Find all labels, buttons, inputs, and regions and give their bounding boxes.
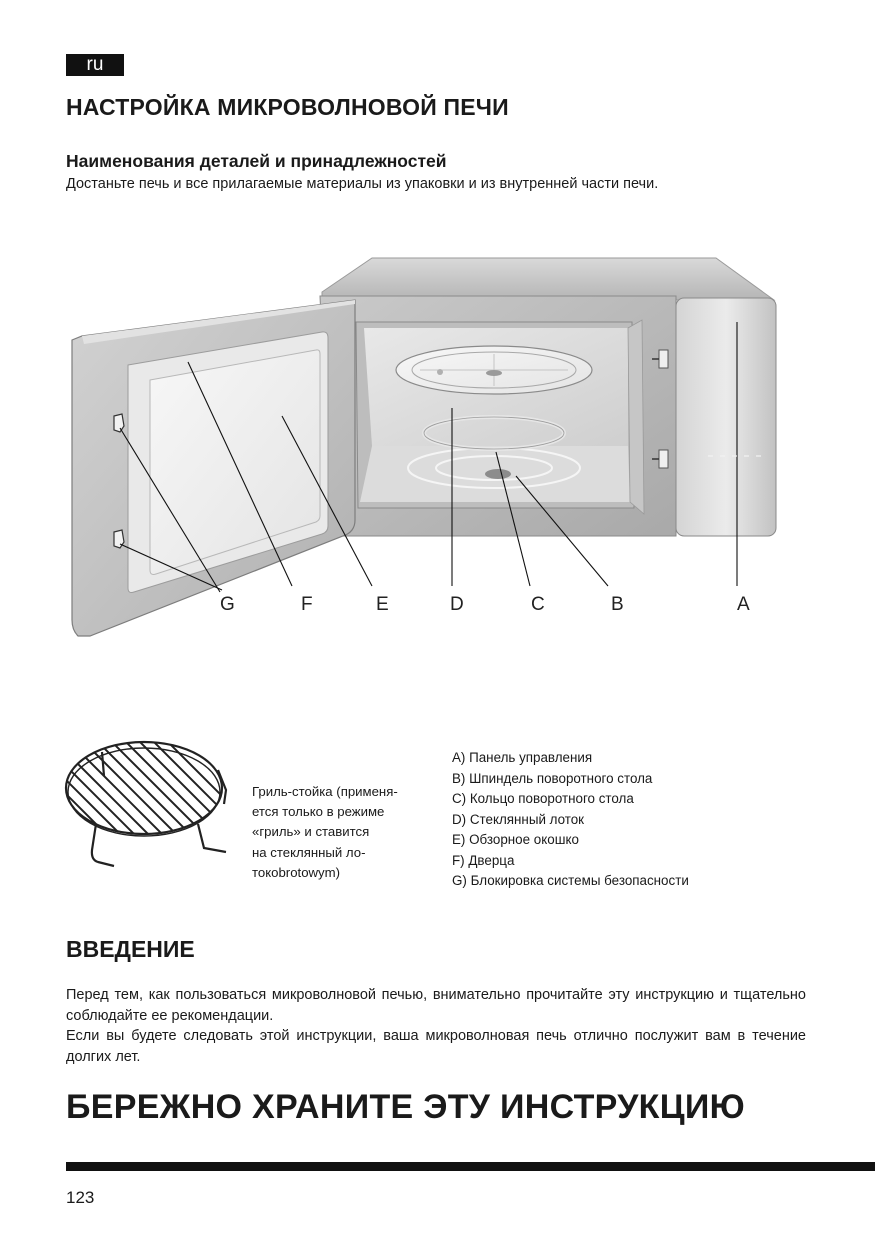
grill-rack-illustration: [58, 740, 248, 890]
legend-item: A) Панель управления: [452, 750, 593, 765]
grill-rack-caption: Гриль-стойка (применя- ется только в режиме «гриль» и ставится на стеклянный ло- токоbrotowym): [252, 784, 398, 880]
section-intro-text: Достаньте печь и все прилагаемые материалы из упаковки и из внутренней части печи.: [66, 176, 659, 192]
legend-item: C) Кольцо поворотного стола: [452, 791, 634, 806]
keep-instructions-heading: БЕРЕЖНО ХРАНИТЕ ЭТУ ИНСТРУКЦИЮ: [66, 1088, 745, 1126]
door-latch-upper: [114, 414, 124, 432]
legend-item: E) Обзорное окошко: [452, 832, 579, 847]
legend-item: B) Шпиндель поворотного стола: [452, 770, 653, 786]
legend-item: D) Стеклянный лоток: [452, 811, 585, 827]
intro-paragraph: Перед тем, как пользоваться микроволновой печью, внимательно прочитайте эту инструкцию и тщательно соблюдайте ее рекомендации. Если вы будете следовать этой инструкции, ваша микроволновая печь отлично послужит вам в течение долгих лет.: [66, 987, 806, 1065]
label-e: E: [376, 594, 389, 615]
page-title: НАСТРОЙКА МИКРОВОЛНОВОЙ ПЕЧИ: [66, 94, 509, 120]
label-d: D: [450, 594, 464, 615]
footer-rule: [66, 1162, 875, 1171]
label-a: A: [737, 594, 750, 615]
interlock-slot-upper: [659, 350, 668, 368]
label-c: C: [531, 594, 545, 615]
parts-legend: [452, 748, 689, 892]
turntable-spindle: [485, 469, 511, 479]
interlock-slot-lower: [659, 450, 668, 468]
control-panel: [676, 298, 776, 536]
microwave-diagram: [0, 240, 875, 640]
language-badge: ru: [66, 54, 124, 76]
label-b: B: [611, 594, 624, 615]
page-number: 123: [66, 1188, 95, 1207]
intro-heading: ВВЕДЕНИЕ: [66, 936, 195, 962]
microwave-top: [322, 258, 774, 300]
label-f: F: [301, 594, 313, 615]
label-g: G: [220, 594, 235, 615]
section-subtitle: Наименования деталей и принадлежностей: [66, 151, 447, 171]
legend-item: G) Блокировка системы безопасности: [452, 873, 689, 888]
legend-item: F) Дверца: [452, 852, 515, 868]
